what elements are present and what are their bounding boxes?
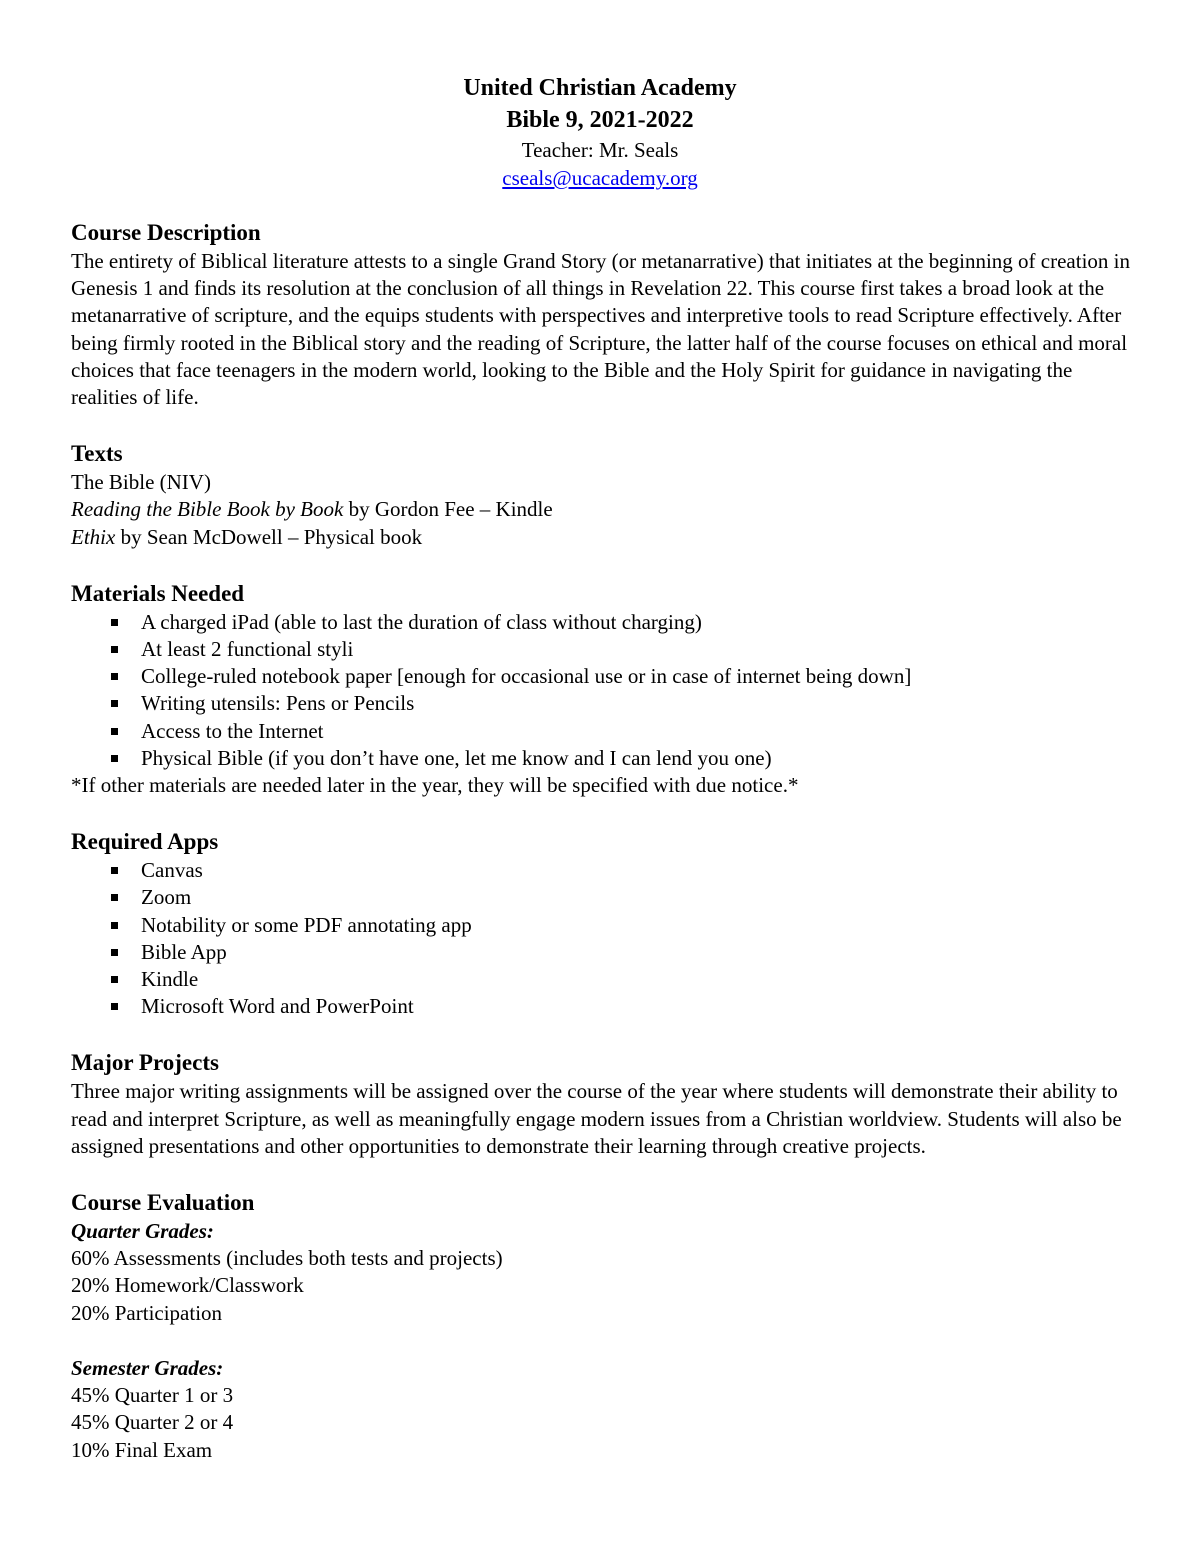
teacher-name: Teacher: Mr. Seals (521, 138, 679, 162)
section-title: Course Evaluation (71, 1190, 255, 1216)
grade-line: 20% Participation (71, 1300, 223, 1325)
semester-grades-heading: Semester Grades: (71, 1355, 224, 1380)
grade-line: 45% Quarter 1 or 3 (71, 1383, 234, 1408)
square-bullet-icon (111, 1003, 118, 1010)
grade-line: 10% Final Exam (71, 1437, 213, 1462)
list-item: Bible App (71, 939, 1131, 966)
section-texts (71, 439, 1131, 551)
text-item (71, 496, 1131, 523)
materials-list (71, 609, 1131, 772)
square-bullet-icon (111, 728, 118, 735)
text-item (71, 469, 1131, 496)
projects-paragraph: Three major writing assignments will be assigned over the course of the year where students will demonstrate their ability to read and interpret Scripture, as well as meaningfully engage modern issues from a Christian worldview. Students will also be assigned presentations and other opportunities to demonstrate their learning through creative projects. (71, 1079, 1122, 1158)
section-required-apps (71, 827, 1131, 1020)
section-course-evaluation (71, 1188, 1131, 1464)
square-bullet-icon (111, 922, 118, 929)
grade-line: 20% Homework/Classwork (71, 1273, 304, 1298)
grade-line: 60% Assessments (includes both tests and projects) (71, 1246, 503, 1271)
section-title: Major Projects (71, 1050, 219, 1076)
document-body (71, 218, 1131, 1464)
list-item: At least 2 functional styli (71, 636, 1131, 663)
text-rest: by Gordon Fee – Kindle (343, 497, 553, 522)
section-title: Texts (71, 441, 123, 467)
description-paragraph: The entirety of Biblical literature attests to a single Grand Story (or metanarrative) that initiates at the beginning of creation in Genesis 1 and finds its resolution at the conclusion of all things in Revelation 22. This course first takes a broad look at the metanarrative of scripture, and the equips students with perspectives and interpretive tools to read Scripture effectively. After being firmly rooted in the Biblical story and the reading of Scripture, the latter half of the course focuses on ethical and moral choices that face teenagers in the modern world, looking to the Bible and the Holy Spirit for guidance in navigating the realities of life. (71, 249, 1130, 410)
list-item: Zoom (71, 884, 1131, 911)
square-bullet-icon (111, 976, 118, 983)
list-item: A charged iPad (able to last the duration of class without charging) (71, 609, 1131, 636)
section-title: Course Description (71, 220, 261, 245)
square-bullet-icon (111, 646, 118, 653)
section-course-description (71, 218, 1131, 411)
book-title: Reading the Bible Book by Book (71, 497, 344, 522)
teacher-email-link[interactable]: cseals@ucacademy.org (502, 166, 698, 190)
list-item: Microsoft Word and PowerPoint (71, 993, 1131, 1020)
school-name: United Christian Academy (463, 75, 737, 101)
text-rest: by Sean McDowell – Physical book (115, 524, 423, 549)
section-title: Required Apps (71, 829, 219, 855)
quarter-grades-heading: Quarter Grades: (71, 1219, 214, 1244)
list-item: Writing utensils: Pens or Pencils (71, 690, 1131, 717)
text-rest: The Bible (NIV) (71, 470, 211, 495)
square-bullet-icon (111, 949, 118, 956)
materials-note: *If other materials are needed later in the year, they will be specified with due notice.* (71, 773, 799, 798)
square-bullet-icon (111, 867, 118, 874)
square-bullet-icon (111, 619, 118, 626)
list-item: Canvas (71, 857, 1131, 884)
square-bullet-icon (111, 700, 118, 707)
list-item: Physical Bible (if you don’t have one, let me know and I can lend you one) (71, 745, 1131, 772)
apps-list (71, 857, 1131, 1020)
square-bullet-icon (111, 894, 118, 901)
list-item: College-ruled notebook paper [enough for occasional use or in case of internet being down] (71, 663, 1131, 690)
square-bullet-icon (111, 755, 118, 762)
list-item: Notability or some PDF annotating app (71, 912, 1131, 939)
list-item: Kindle (71, 966, 1131, 993)
square-bullet-icon (111, 673, 118, 680)
document-header (0, 72, 1200, 192)
list-item: Access to the Internet (71, 718, 1131, 745)
section-title: Materials Needed (71, 580, 245, 606)
section-major-projects (71, 1048, 1131, 1160)
text-item (71, 524, 1131, 551)
section-materials-needed (71, 579, 1131, 799)
course-title: Bible 9, 2021-2022 (506, 107, 694, 133)
grade-line: 45% Quarter 2 or 4 (71, 1410, 234, 1435)
book-title: Ethix (71, 524, 116, 549)
